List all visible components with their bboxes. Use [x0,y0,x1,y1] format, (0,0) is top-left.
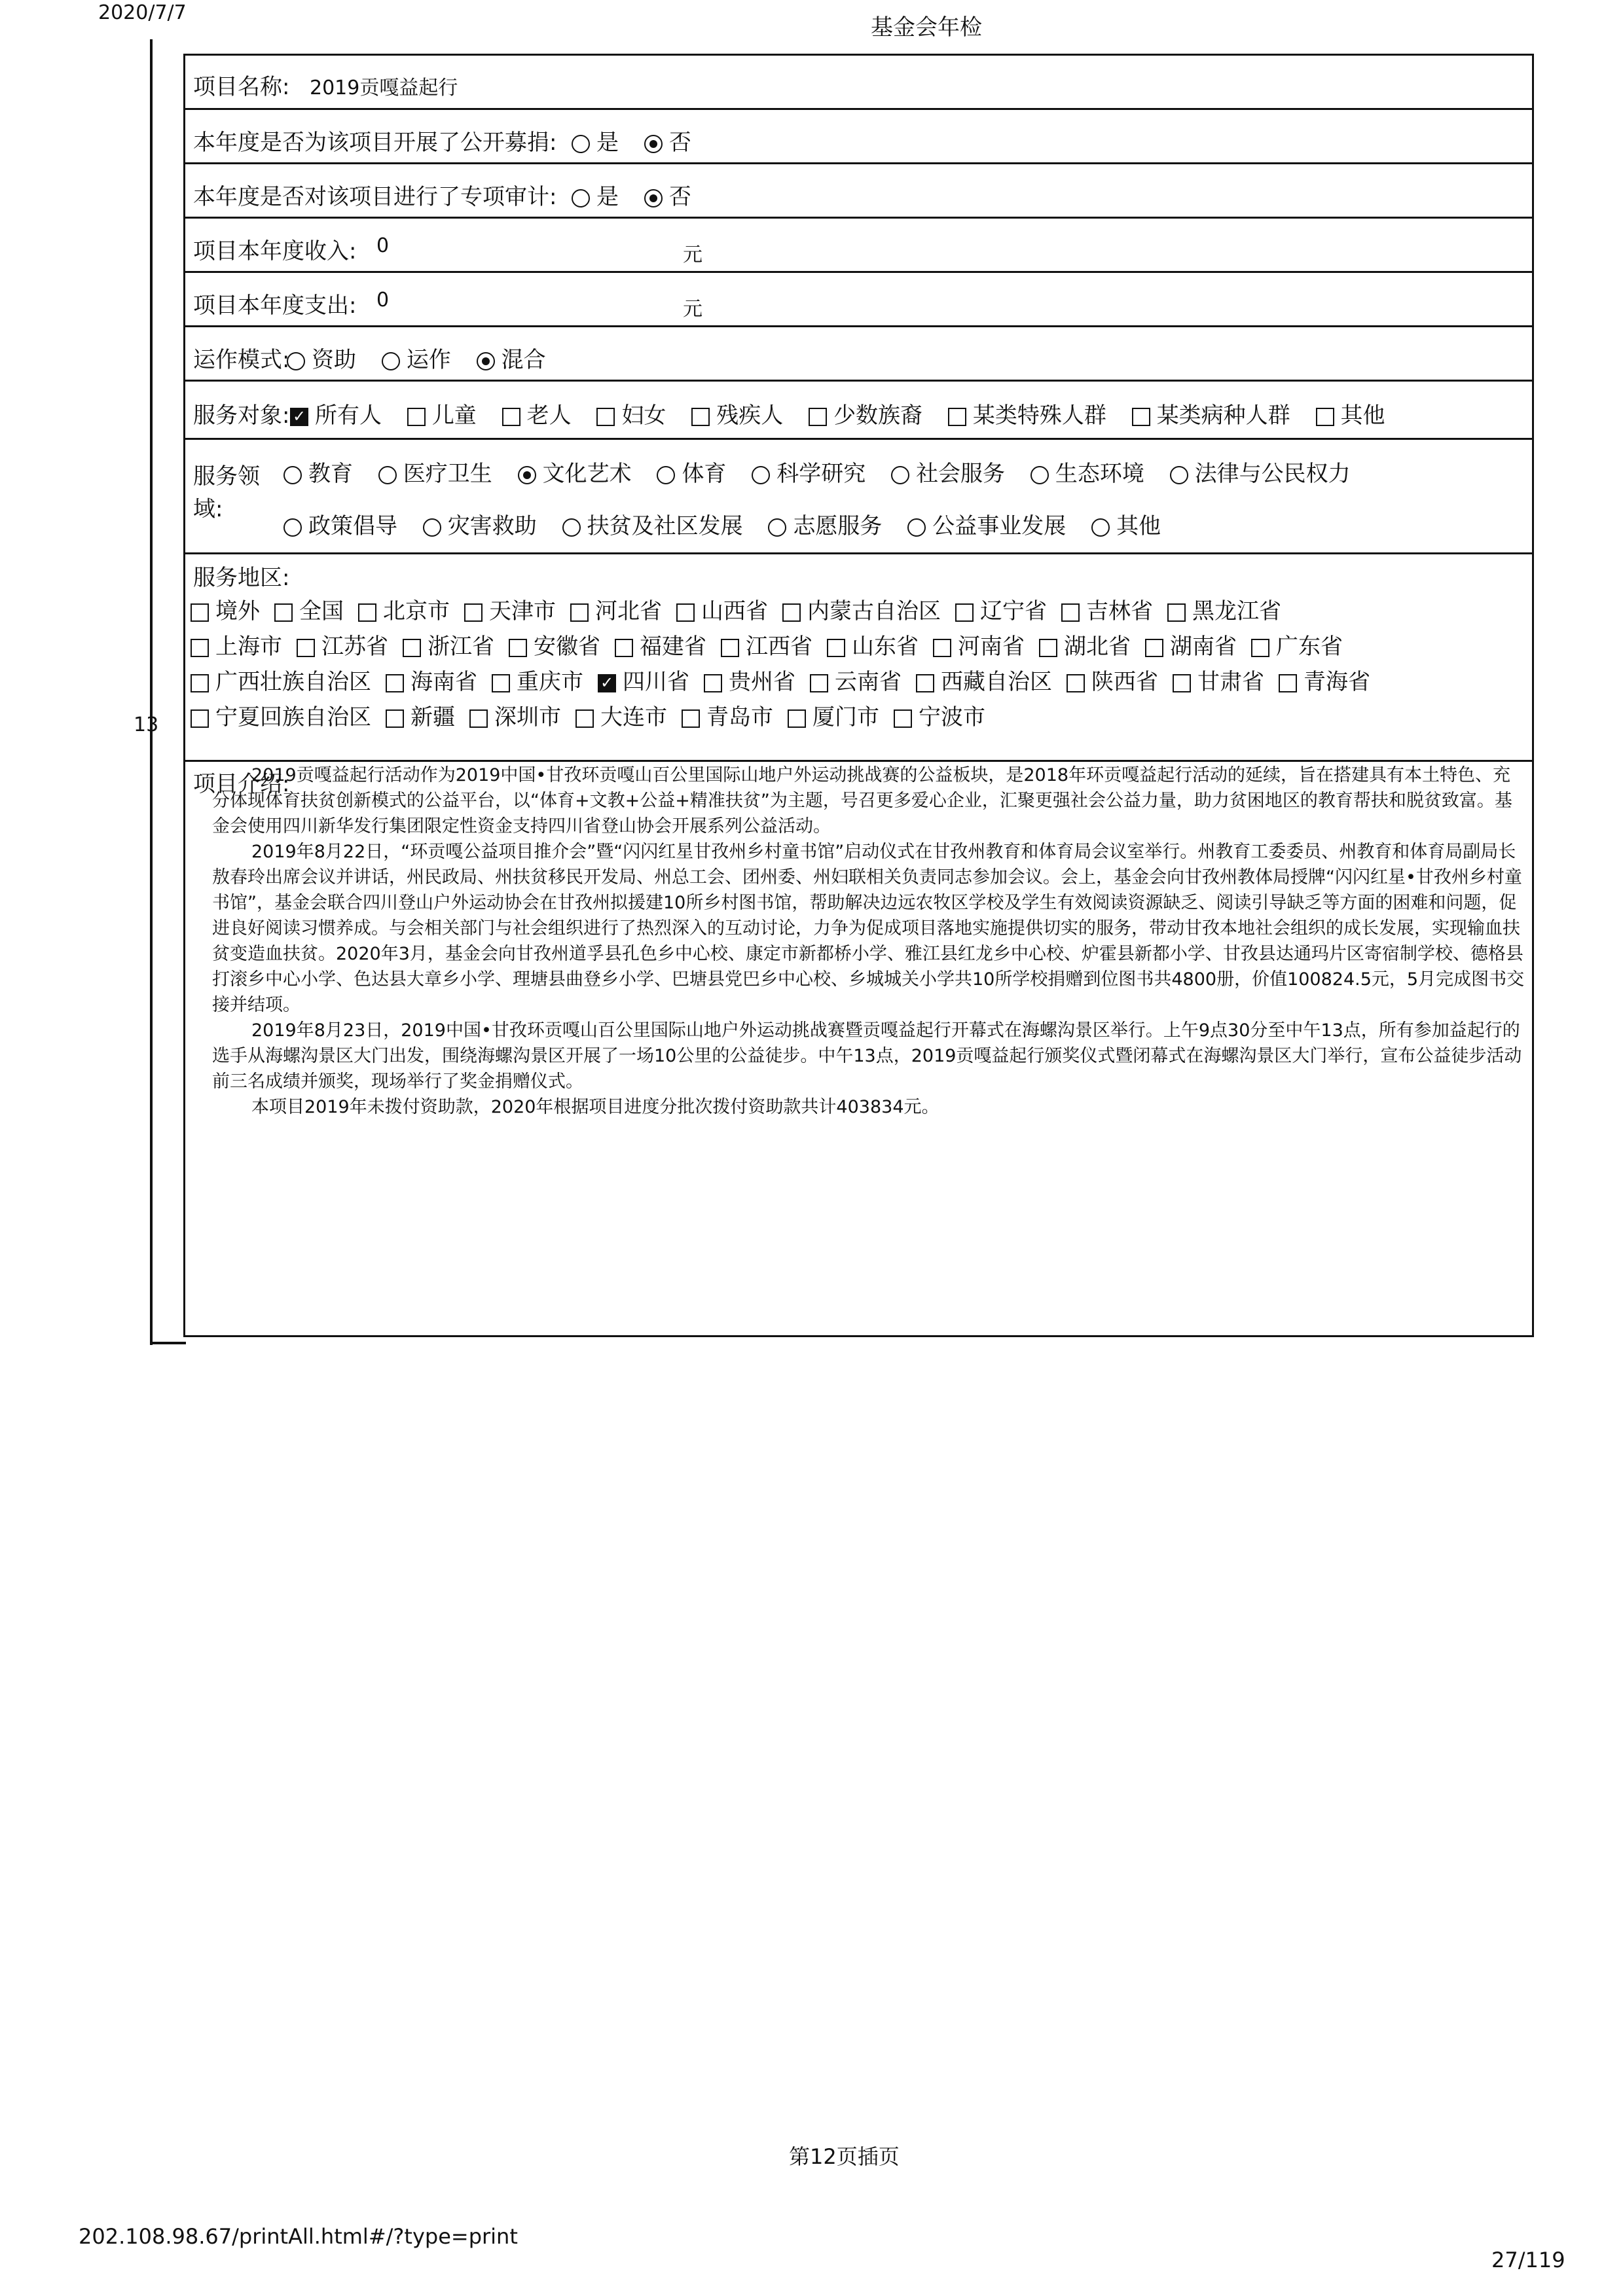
checkbox-icon [788,709,806,728]
checkbox-icon [297,639,315,657]
checkbox-icon [682,709,700,728]
service-region-options [191,594,1385,735]
radio-icon [382,352,400,370]
checkbox-icon [469,709,488,728]
region-option[interactable] [782,594,941,629]
field-education[interactable]: 教育 [283,456,353,488]
region-option[interactable] [955,594,1047,629]
region-option[interactable] [464,594,556,629]
region-option[interactable] [615,629,706,664]
region-option-label: 山东省 [852,634,919,660]
target-children[interactable]: 儿童 [407,397,477,429]
public-fundraising-row [183,108,1534,164]
public-fundraising-no[interactable]: 否 [644,124,691,156]
checkbox-icon [721,639,739,657]
intro-paragraph: 2019贡嘎益起行活动作为2019中国•甘孜环贡嘎山百公里国际山地户外运动挑战赛的公益板块，是2018年环贡嘎益起行活动的延续，旨在搭建具有本土特色、充分体现体育扶贫创新模式的公益平台，以“体育+文教+公益+精准扶贫”为主题，号召更多爱心企业，汇聚更强社会公益力量，助力贫困地区的教育帮扶和脱贫致富。基金会使用四川新华发行集团限定性资金支持四川省登山协会开展系列公益活动。 [212,765,1512,836]
region-option[interactable] [386,664,477,700]
checkbox-icon [492,674,510,692]
operation-mode-row [183,325,1534,382]
checkbox-icon [809,408,827,426]
region-option[interactable] [191,664,371,700]
region-option[interactable] [492,664,583,700]
checkbox-icon [955,603,974,622]
region-option[interactable] [1251,629,1343,664]
target-all[interactable]: ✓ 所有人 [290,397,382,429]
checkbox-icon [1316,408,1334,426]
checkbox-icon [570,603,589,622]
checkbox-icon [691,408,710,426]
checkbox-icon [191,709,209,728]
region-option-label: 陕西省 [1091,669,1158,695]
radio-selected-icon [644,189,663,207]
radio-icon [572,189,590,207]
radio-icon [562,518,581,537]
special-audit-no[interactable]: 否 [644,179,691,211]
region-option-label: 黑龙江省 [1192,598,1281,624]
project-name-row [183,54,1534,110]
checkbox-icon [191,639,209,657]
intro-text [212,762,1528,1120]
checkbox-icon [615,639,633,657]
field-poverty-community[interactable]: 扶贫及社区发展 [562,508,743,540]
region-option-label: 宁夏回族自治区 [215,704,371,730]
target-other[interactable]: 其他 [1316,397,1385,429]
region-option-label: 青岛市 [706,704,773,730]
region-row [191,664,1385,700]
page-title: 基金会年检 [871,14,982,41]
checkbox-checked-icon: ✓ [598,674,616,692]
region-option[interactable] [894,700,985,735]
radio-selected-icon [644,135,663,153]
radio-icon [768,518,786,537]
region-option[interactable] [1167,594,1281,629]
region-option-label: 北京市 [383,598,450,624]
checkbox-icon [1061,603,1080,622]
region-option-label: 安徽省 [534,634,600,660]
region-option-label: 青海省 [1304,669,1370,695]
region-option[interactable] [570,594,662,629]
region-option-label: 贵州省 [729,669,795,695]
region-option[interactable] [676,594,768,629]
region-option[interactable] [788,700,879,735]
region-option[interactable] [403,629,494,664]
checkbox-icon [782,603,801,622]
field-social-service[interactable]: 社会服务 [891,456,1005,488]
intro-paragraph: 本项目2019年未拨付资助款，2020年根据项目进度分批次拨付资助款共计403834元。 [251,1097,939,1117]
region-option-label: 新疆 [410,704,455,730]
region-option[interactable] [1279,664,1370,700]
checkbox-icon [403,639,421,657]
region-option[interactable] [1173,664,1264,700]
region-option[interactable] [916,664,1052,700]
target-disease-group[interactable]: 某类病种人群 [1132,397,1290,429]
region-option-label: 宁波市 [919,704,985,730]
checkbox-icon [1279,674,1297,692]
radio-icon [572,135,590,153]
radio-icon [378,466,397,484]
service-field-row [183,438,1534,554]
checkbox-icon [1067,674,1085,692]
service-field-label: 服务领 [193,463,260,490]
region-option-label: 内蒙古自治区 [807,598,941,624]
field-sports[interactable]: 体育 [657,456,726,488]
field-ecology[interactable]: 生态环境 [1030,456,1144,488]
region-option[interactable] [191,700,371,735]
region-option[interactable] [810,664,902,700]
region-option-label: 江西省 [746,634,812,660]
service-field-options-row2 [283,508,1179,540]
region-option[interactable] [575,700,667,735]
region-option[interactable] [191,629,282,664]
region-option-label: 江苏省 [321,634,388,660]
region-row [191,700,1385,735]
region-option-label: 重庆市 [517,669,583,695]
radio-icon [1030,466,1049,484]
checkbox-icon [933,639,951,657]
radio-icon [891,466,909,484]
region-option-label: 厦门市 [812,704,879,730]
radio-icon [752,466,770,484]
operation-mode-mixed[interactable]: 混合 [477,342,546,374]
region-option[interactable] [598,664,689,700]
checkbox-icon [916,674,934,692]
project-name-label: 项目名称: [193,74,290,100]
public-fundraising-label: 本年度是否为该项目开展了公开募捐: [193,130,557,156]
checkbox-icon [1251,639,1269,657]
checkbox-icon [704,674,722,692]
print-date: 2020/7/7 [98,1,187,24]
target-ethnic-minority[interactable]: 少数族裔 [809,397,922,429]
checkbox-icon [596,408,615,426]
region-option-label: 深圳市 [494,704,561,730]
checkbox-icon [827,639,845,657]
income-row [183,217,1534,273]
region-option[interactable] [721,629,812,664]
field-policy-advocacy[interactable]: 政策倡导 [283,508,397,540]
field-law-civil-rights[interactable]: 法律与公民权力 [1170,456,1351,488]
footer-url: 202.108.98.67/printAll.html#/?type=print [79,2224,518,2249]
field-research[interactable]: 科学研究 [752,456,866,488]
side-rule [150,39,153,1345]
checkbox-icon [191,603,209,622]
checkbox-icon [1145,639,1163,657]
radio-icon [907,518,926,537]
field-volunteer[interactable]: 志愿服务 [768,508,882,540]
field-medical[interactable]: 医疗卫生 [378,456,492,488]
region-option-label: 河北省 [595,598,662,624]
special-audit-label: 本年度是否对该项目进行了专项审计: [193,184,557,210]
expense-value: 0 [376,289,390,312]
operation-mode-label: 运作模式: [193,347,290,373]
region-option-label: 福建省 [640,634,706,660]
income-value: 0 [376,234,390,257]
radio-selected-icon [518,466,536,484]
radio-icon [287,352,305,370]
region-option[interactable] [1145,629,1237,664]
insert-page-label: 第12页插页 [789,2144,900,2169]
region-option[interactable] [469,700,561,735]
footer-page-number: 27/119 [1491,2248,1565,2272]
region-option-label: 湖北省 [1064,634,1131,660]
radio-selected-icon [477,352,495,370]
expense-unit: 元 [683,298,702,321]
region-option[interactable] [827,629,919,664]
checkbox-icon [676,603,695,622]
checkbox-icon [894,709,912,728]
field-culture-art[interactable]: 文化艺术 [518,456,632,488]
checkbox-icon [386,674,404,692]
region-row [191,594,1385,629]
region-option[interactable] [191,594,260,629]
checkbox-icon [1173,674,1191,692]
target-disabled[interactable]: 残疾人 [691,397,783,429]
radio-icon [1170,466,1188,484]
checkbox-icon [274,603,293,622]
service-region-row [183,552,1534,762]
checkbox-icon [948,408,966,426]
region-option-label: 广东省 [1276,634,1343,660]
region-option[interactable] [297,629,388,664]
checkbox-icon [509,639,527,657]
expense-label: 项目本年度支出: [193,293,357,319]
field-other[interactable]: 其他 [1091,508,1161,540]
special-audit-yes[interactable]: 是 [572,179,619,211]
region-option-label: 河南省 [958,634,1025,660]
target-elderly[interactable]: 老人 [502,397,572,429]
checkbox-icon [407,408,426,426]
region-row [191,629,1385,664]
region-option-label: 大连市 [600,704,667,730]
field-public-welfare[interactable]: 公益事业发展 [907,508,1066,540]
radio-icon [283,518,302,537]
special-audit-row [183,162,1534,219]
region-option-label: 浙江省 [428,634,494,660]
project-form [134,39,1552,1345]
region-option-label: 甘肃省 [1197,669,1264,695]
region-option-label: 云南省 [835,669,902,695]
project-name-value: 2019贡嘎益起行 [310,77,458,99]
radio-icon [657,466,675,484]
intro-paragraph: 2019年8月23日，2019中国•甘孜环贡嘎山百公里国际山地户外运动挑战赛暨贡嘎益起行开幕式在海螺沟景区举行。上午9点30分至中午13点，所有参加益起行的选手从海螺沟景区大门出发，围绕海螺沟景区开展了一场10公里的公益徒步。中午13点，2019贡嘎益起行颁奖仪式暨闭幕式在海螺沟景区大门举行，宣布公益徒步活动前三名成绩并颁奖，现场举行了奖金捐赠仪式。 [212,1020,1522,1092]
region-option-label: 广西壮族自治区 [215,669,371,695]
region-option[interactable] [386,700,455,735]
region-option[interactable] [933,629,1025,664]
service-field-label-cont: 域: [193,496,223,522]
checkbox-icon [810,674,828,692]
service-target-row [183,380,1534,440]
region-option-label: 境外 [215,598,260,624]
target-special-group[interactable]: 某类特殊人群 [948,397,1106,429]
region-option[interactable] [274,594,344,629]
checkbox-icon [191,674,209,692]
checkbox-icon [1132,408,1150,426]
region-option-label: 海南省 [410,669,477,695]
side-page-number: 13 [134,713,159,736]
intro-paragraph: 2019年8月22日，“环贡嘎公益项目推介会”暨“闪闪红星甘孜州乡村童书馆”启动仪式在甘孜州教育和体育局会议室举行。州教育工委委员、州教育和体育局副局长敖春玲出席会议并讲话，州民政局、州扶贫移民开发局、州总工会、团州委、州妇联相关负责同志参加会议。会上，基金会向甘孜州教体局授牌“闪闪红星•甘孜州乡村童书馆”，基金会联合四川登山户外运动协会在甘孜州拟援建10所乡村图书馆，帮助解决边远农牧区学校及学生有效阅读资源缺乏、阅读引导缺乏等方面的困难和问题，促进良好阅读习惯养成。与会相关部门与社会组织进行了热烈深入的互动讨论，力争为促成项目落地实施提供切实的服务，带动甘孜本地社会组织的成长发展，实现输血扶贫变造血扶贫。2020年3月，基金会向甘孜州道孚县孔色乡中心校、康定市新都桥小学、雅江县红龙乡中心校、炉霍县新都小学、甘孜县达通玛片区寄宿制学校、德格县打滚乡中心小学、色达县大章乡小学、理塘县曲登乡小学、巴塘县党巴乡中心校、乡城城关小学共10所学校捐赠到位图书共4800册，价值100824.5元，5月完成图书交接并结项。 [212,842,1525,1015]
checkbox-icon [1039,639,1057,657]
region-option-label: 天津市 [489,598,556,624]
radio-icon [423,518,441,537]
bottom-rule [150,1342,186,1344]
checkbox-icon [358,603,376,622]
region-option[interactable] [358,594,450,629]
checkbox-icon [575,709,594,728]
income-unit: 元 [683,243,702,266]
region-option-label: 湖南省 [1170,634,1237,660]
region-option[interactable] [704,664,795,700]
region-option-label: 全国 [299,598,344,624]
region-option-label: 四川省 [623,669,689,695]
region-option[interactable] [1039,629,1131,664]
service-target-label: 服务对象: [193,403,290,429]
region-option-label: 上海市 [215,634,282,660]
region-option-label: 山西省 [701,598,768,624]
checkbox-icon [386,709,404,728]
field-disaster-relief[interactable]: 灾害救助 [423,508,537,540]
intro-label: 项目介绍: [193,771,290,797]
radio-icon [283,466,302,484]
region-option[interactable] [509,629,600,664]
region-option[interactable] [1061,594,1153,629]
expense-row [183,271,1534,327]
region-option[interactable] [682,700,773,735]
service-region-label: 服务地区: [193,565,290,591]
region-option-label: 吉林省 [1086,598,1153,624]
target-women[interactable]: 妇女 [596,397,666,429]
region-option[interactable] [1067,664,1158,700]
public-fundraising-yes[interactable]: 是 [572,124,619,156]
checkbox-icon [502,408,520,426]
income-label: 项目本年度收入: [193,238,357,264]
radio-icon [1091,518,1110,537]
checkbox-icon [464,603,483,622]
operation-mode-operating[interactable]: 运作 [382,342,451,374]
region-option-label: 辽宁省 [980,598,1047,624]
service-field-options-row1 [283,456,1369,488]
region-option-label: 西藏自治区 [941,669,1052,695]
checkbox-checked-icon: ✓ [290,408,308,426]
operation-mode-funding[interactable]: 资助 [287,342,356,374]
checkbox-icon [1167,603,1186,622]
